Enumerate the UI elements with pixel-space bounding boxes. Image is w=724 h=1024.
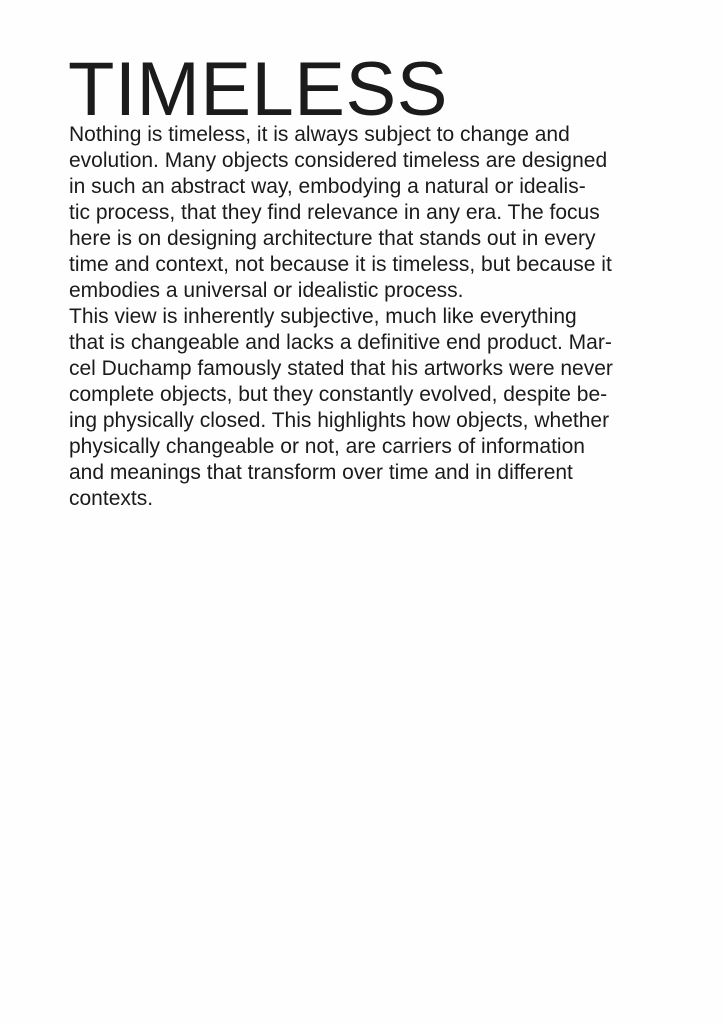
- text-line: This view is inherently subjective, much like everything: [69, 305, 577, 328]
- text-line: evolution. Many objects considered timeless are designed: [69, 149, 608, 172]
- text-line: in such an abstract way, embodying a natural or idealis-: [69, 175, 586, 198]
- text-line: ing physically closed. This highlights how objects, whether: [69, 409, 610, 432]
- text-line: here is on designing architecture that stands out in every: [69, 227, 596, 250]
- text-line: tic process, that they find relevance in any era. The focus: [69, 201, 600, 224]
- text-line: embodies a universal or idealistic process.: [69, 279, 464, 302]
- text-line: that is changeable and lacks a definitive end product. Mar-: [69, 331, 612, 354]
- paragraph-2: [69, 304, 709, 512]
- body-text: [69, 122, 709, 512]
- text-line: Nothing is timeless, it is always subject to change and: [69, 123, 570, 146]
- text-line: physically changeable or not, are carriers of information: [69, 435, 585, 458]
- text-line: time and context, not because it is timeless, but because it: [69, 253, 612, 276]
- text-line: complete objects, but they constantly evolved, despite be-: [69, 383, 608, 406]
- text-line: cel Duchamp famously stated that his artworks were never: [69, 357, 613, 380]
- text-line: contexts.: [69, 487, 154, 510]
- page-title: TIMELESS: [68, 47, 448, 132]
- paragraph-1: [69, 122, 709, 304]
- text-line: and meanings that transform over time and in different: [69, 461, 573, 484]
